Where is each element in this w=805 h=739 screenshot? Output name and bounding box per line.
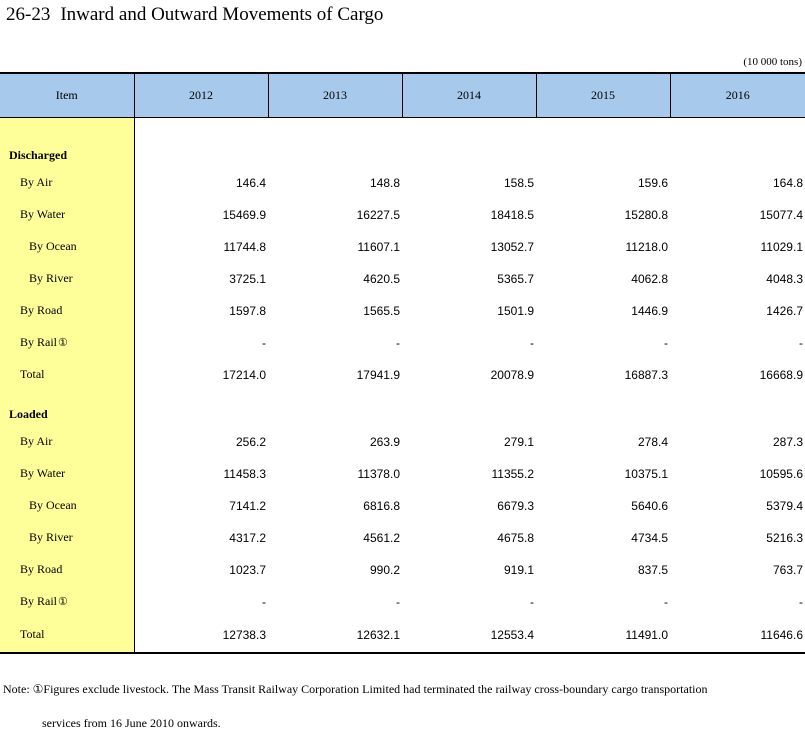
empty-cell bbox=[402, 132, 536, 167]
row-label-text: By Water bbox=[20, 466, 66, 480]
value-cell: 12738.3 bbox=[134, 618, 268, 653]
spacer-cell bbox=[670, 117, 805, 132]
row-label bbox=[0, 458, 134, 490]
row-label bbox=[0, 490, 134, 522]
table-row bbox=[0, 199, 805, 231]
empty-cell bbox=[134, 391, 268, 426]
row-label bbox=[0, 199, 134, 231]
value-cell: 15280.8 bbox=[624, 207, 668, 222]
value-cell: 18418.5 bbox=[490, 207, 534, 222]
row-label-text: By Ocean bbox=[29, 498, 77, 512]
value-cell: 1565.5 bbox=[363, 303, 400, 318]
spacer-cell bbox=[268, 117, 402, 132]
spacer-cell bbox=[0, 117, 134, 132]
empty-cell bbox=[402, 391, 536, 426]
value-cell: 4048.3 bbox=[766, 271, 803, 286]
row-label-text: Total bbox=[20, 627, 45, 641]
value-cell: 837.5 bbox=[637, 562, 668, 577]
page-title bbox=[6, 4, 383, 26]
value-cell: 990.2 bbox=[369, 562, 400, 577]
value-cell: 148.8 bbox=[369, 175, 400, 190]
value-cell: 158.5 bbox=[503, 175, 534, 190]
note-marker: ① bbox=[58, 337, 68, 349]
header-row bbox=[0, 73, 805, 117]
spacer-row bbox=[0, 117, 805, 132]
row-label-text: By River bbox=[29, 530, 73, 544]
cargo-table bbox=[0, 72, 805, 654]
value-cell: 10375.1 bbox=[624, 466, 668, 481]
section-label: Loaded bbox=[0, 391, 134, 426]
table-row bbox=[0, 586, 805, 618]
row-label bbox=[0, 231, 134, 263]
value-cell: 287.3 bbox=[772, 434, 803, 449]
table-row bbox=[0, 231, 805, 263]
empty-cell bbox=[268, 132, 402, 167]
table-row bbox=[0, 327, 805, 359]
value-cell: 11491.0 bbox=[536, 618, 670, 653]
value-cell: - bbox=[530, 335, 534, 350]
row-label bbox=[0, 295, 134, 327]
row-label bbox=[0, 426, 134, 458]
value-cell: 4317.2 bbox=[229, 530, 266, 545]
note-marker: ① bbox=[58, 596, 68, 608]
value-cell: 919.1 bbox=[503, 562, 534, 577]
year-header: 2013 bbox=[268, 73, 402, 117]
value-cell: 5216.3 bbox=[766, 530, 803, 545]
value-cell: 12632.1 bbox=[268, 618, 402, 653]
value-cell: 146.4 bbox=[235, 175, 266, 190]
value-cell: 15469.9 bbox=[222, 207, 266, 222]
row-label-text: By Water bbox=[20, 207, 66, 221]
value-cell: 16887.3 bbox=[624, 367, 668, 382]
value-cell: 263.9 bbox=[369, 434, 400, 449]
value-cell: 1597.8 bbox=[229, 303, 266, 318]
value-cell: 11378.0 bbox=[357, 466, 400, 481]
value-cell: 5640.6 bbox=[631, 498, 668, 513]
year-header: 2015 bbox=[536, 73, 670, 117]
row-label-text: By Road bbox=[20, 562, 63, 576]
row-label bbox=[0, 586, 134, 618]
value-cell: 279.1 bbox=[503, 434, 534, 449]
row-label-text: By Air bbox=[20, 434, 53, 448]
unit-label: (10 000 tons) bbox=[743, 56, 802, 68]
value-cell: 11646.6 bbox=[670, 618, 805, 653]
value-cell: 11458.3 bbox=[223, 466, 266, 481]
empty-cell bbox=[268, 391, 402, 426]
value-cell: 763.7 bbox=[772, 562, 803, 577]
value-cell: - bbox=[799, 335, 803, 350]
footnote-continued: services from 16 June 2010 onwards. bbox=[42, 716, 221, 730]
section-label: Discharged bbox=[0, 132, 134, 167]
empty-cell bbox=[134, 132, 268, 167]
row-label-text: By River bbox=[29, 271, 73, 285]
spacer-cell bbox=[536, 117, 670, 132]
value-cell: 12553.4 bbox=[402, 618, 536, 653]
table-row bbox=[0, 522, 805, 554]
table-number: 26-23 bbox=[6, 4, 51, 25]
empty-cell bbox=[536, 391, 670, 426]
value-cell: 20078.9 bbox=[490, 367, 534, 382]
row-label-text: By Ocean bbox=[29, 239, 77, 253]
row-label-text: By Air bbox=[20, 175, 53, 189]
year-header: 2014 bbox=[402, 73, 536, 117]
footnote: Note: ①Figures exclude livestock. The Mass Transit Railway Corporation Limited had terminated the railway cross-boundary cargo transportation bbox=[3, 682, 708, 696]
row-label-text: By Rail bbox=[20, 335, 58, 349]
value-cell: 3725.1 bbox=[229, 271, 266, 286]
value-cell: - bbox=[530, 594, 534, 609]
row-label bbox=[0, 618, 134, 653]
value-cell: 4561.2 bbox=[363, 530, 400, 545]
value-cell: 11607.1 bbox=[357, 239, 400, 254]
row-label-text: Total bbox=[20, 367, 45, 381]
table-row bbox=[0, 167, 805, 199]
table-title-text: Inward and Outward Movements of Cargo bbox=[60, 4, 384, 25]
row-label bbox=[0, 167, 134, 199]
value-cell: 7141.2 bbox=[229, 498, 266, 513]
value-cell: 4620.5 bbox=[363, 271, 400, 286]
value-cell: - bbox=[262, 594, 266, 609]
table-row bbox=[0, 295, 805, 327]
value-cell: - bbox=[664, 594, 668, 609]
value-cell: 16668.9 bbox=[759, 367, 803, 382]
value-cell: 164.8 bbox=[772, 175, 803, 190]
year-header: 2012 bbox=[134, 73, 268, 117]
section-row bbox=[0, 391, 805, 426]
section-row bbox=[0, 132, 805, 167]
value-cell: 11355.2 bbox=[491, 466, 534, 481]
table-row bbox=[0, 458, 805, 490]
row-label bbox=[0, 522, 134, 554]
table-row bbox=[0, 426, 805, 458]
value-cell: 4734.5 bbox=[631, 530, 668, 545]
row-label bbox=[0, 263, 134, 295]
value-cell: - bbox=[262, 335, 266, 350]
value-cell: 4062.8 bbox=[631, 271, 668, 286]
value-cell: 278.4 bbox=[637, 434, 668, 449]
empty-cell bbox=[670, 132, 805, 167]
table-row bbox=[0, 359, 805, 391]
table-body bbox=[0, 117, 805, 653]
value-cell: 11218.0 bbox=[625, 239, 668, 254]
value-cell: 4675.8 bbox=[497, 530, 534, 545]
row-label-text: By Road bbox=[20, 303, 63, 317]
spacer-cell bbox=[134, 117, 268, 132]
row-label bbox=[0, 359, 134, 391]
value-cell: 10595.6 bbox=[759, 466, 803, 481]
value-cell: - bbox=[396, 594, 400, 609]
value-cell: 159.6 bbox=[637, 175, 668, 190]
value-cell: 256.2 bbox=[235, 434, 266, 449]
value-cell: 6679.3 bbox=[497, 498, 534, 513]
value-cell: 1023.7 bbox=[229, 562, 266, 577]
row-label bbox=[0, 327, 134, 359]
value-cell: - bbox=[799, 594, 803, 609]
empty-cell bbox=[536, 132, 670, 167]
value-cell: 1446.9 bbox=[631, 303, 668, 318]
table-row bbox=[0, 263, 805, 295]
value-cell: - bbox=[396, 335, 400, 350]
value-cell: 5379.4 bbox=[766, 498, 803, 513]
row-label bbox=[0, 554, 134, 586]
value-cell: 11744.8 bbox=[223, 239, 266, 254]
value-cell: 13052.7 bbox=[490, 239, 534, 254]
value-cell: 5365.7 bbox=[497, 271, 534, 286]
year-header: 2016 bbox=[670, 73, 805, 117]
table-row bbox=[0, 618, 805, 653]
table-row bbox=[0, 490, 805, 522]
value-cell: 1501.9 bbox=[497, 303, 534, 318]
value-cell: 1426.7 bbox=[766, 303, 803, 318]
spacer-cell bbox=[402, 117, 536, 132]
table-row bbox=[0, 554, 805, 586]
item-header: Item bbox=[0, 73, 134, 117]
value-cell: 17214.0 bbox=[222, 367, 266, 382]
empty-cell bbox=[670, 391, 805, 426]
value-cell: 16227.5 bbox=[356, 207, 400, 222]
value-cell: 6816.8 bbox=[363, 498, 400, 513]
value-cell: 11029.1 bbox=[760, 239, 803, 254]
value-cell: - bbox=[664, 335, 668, 350]
value-cell: 17941.9 bbox=[356, 367, 400, 382]
value-cell: 15077.4 bbox=[759, 207, 803, 222]
row-label-text: By Rail bbox=[20, 594, 58, 608]
